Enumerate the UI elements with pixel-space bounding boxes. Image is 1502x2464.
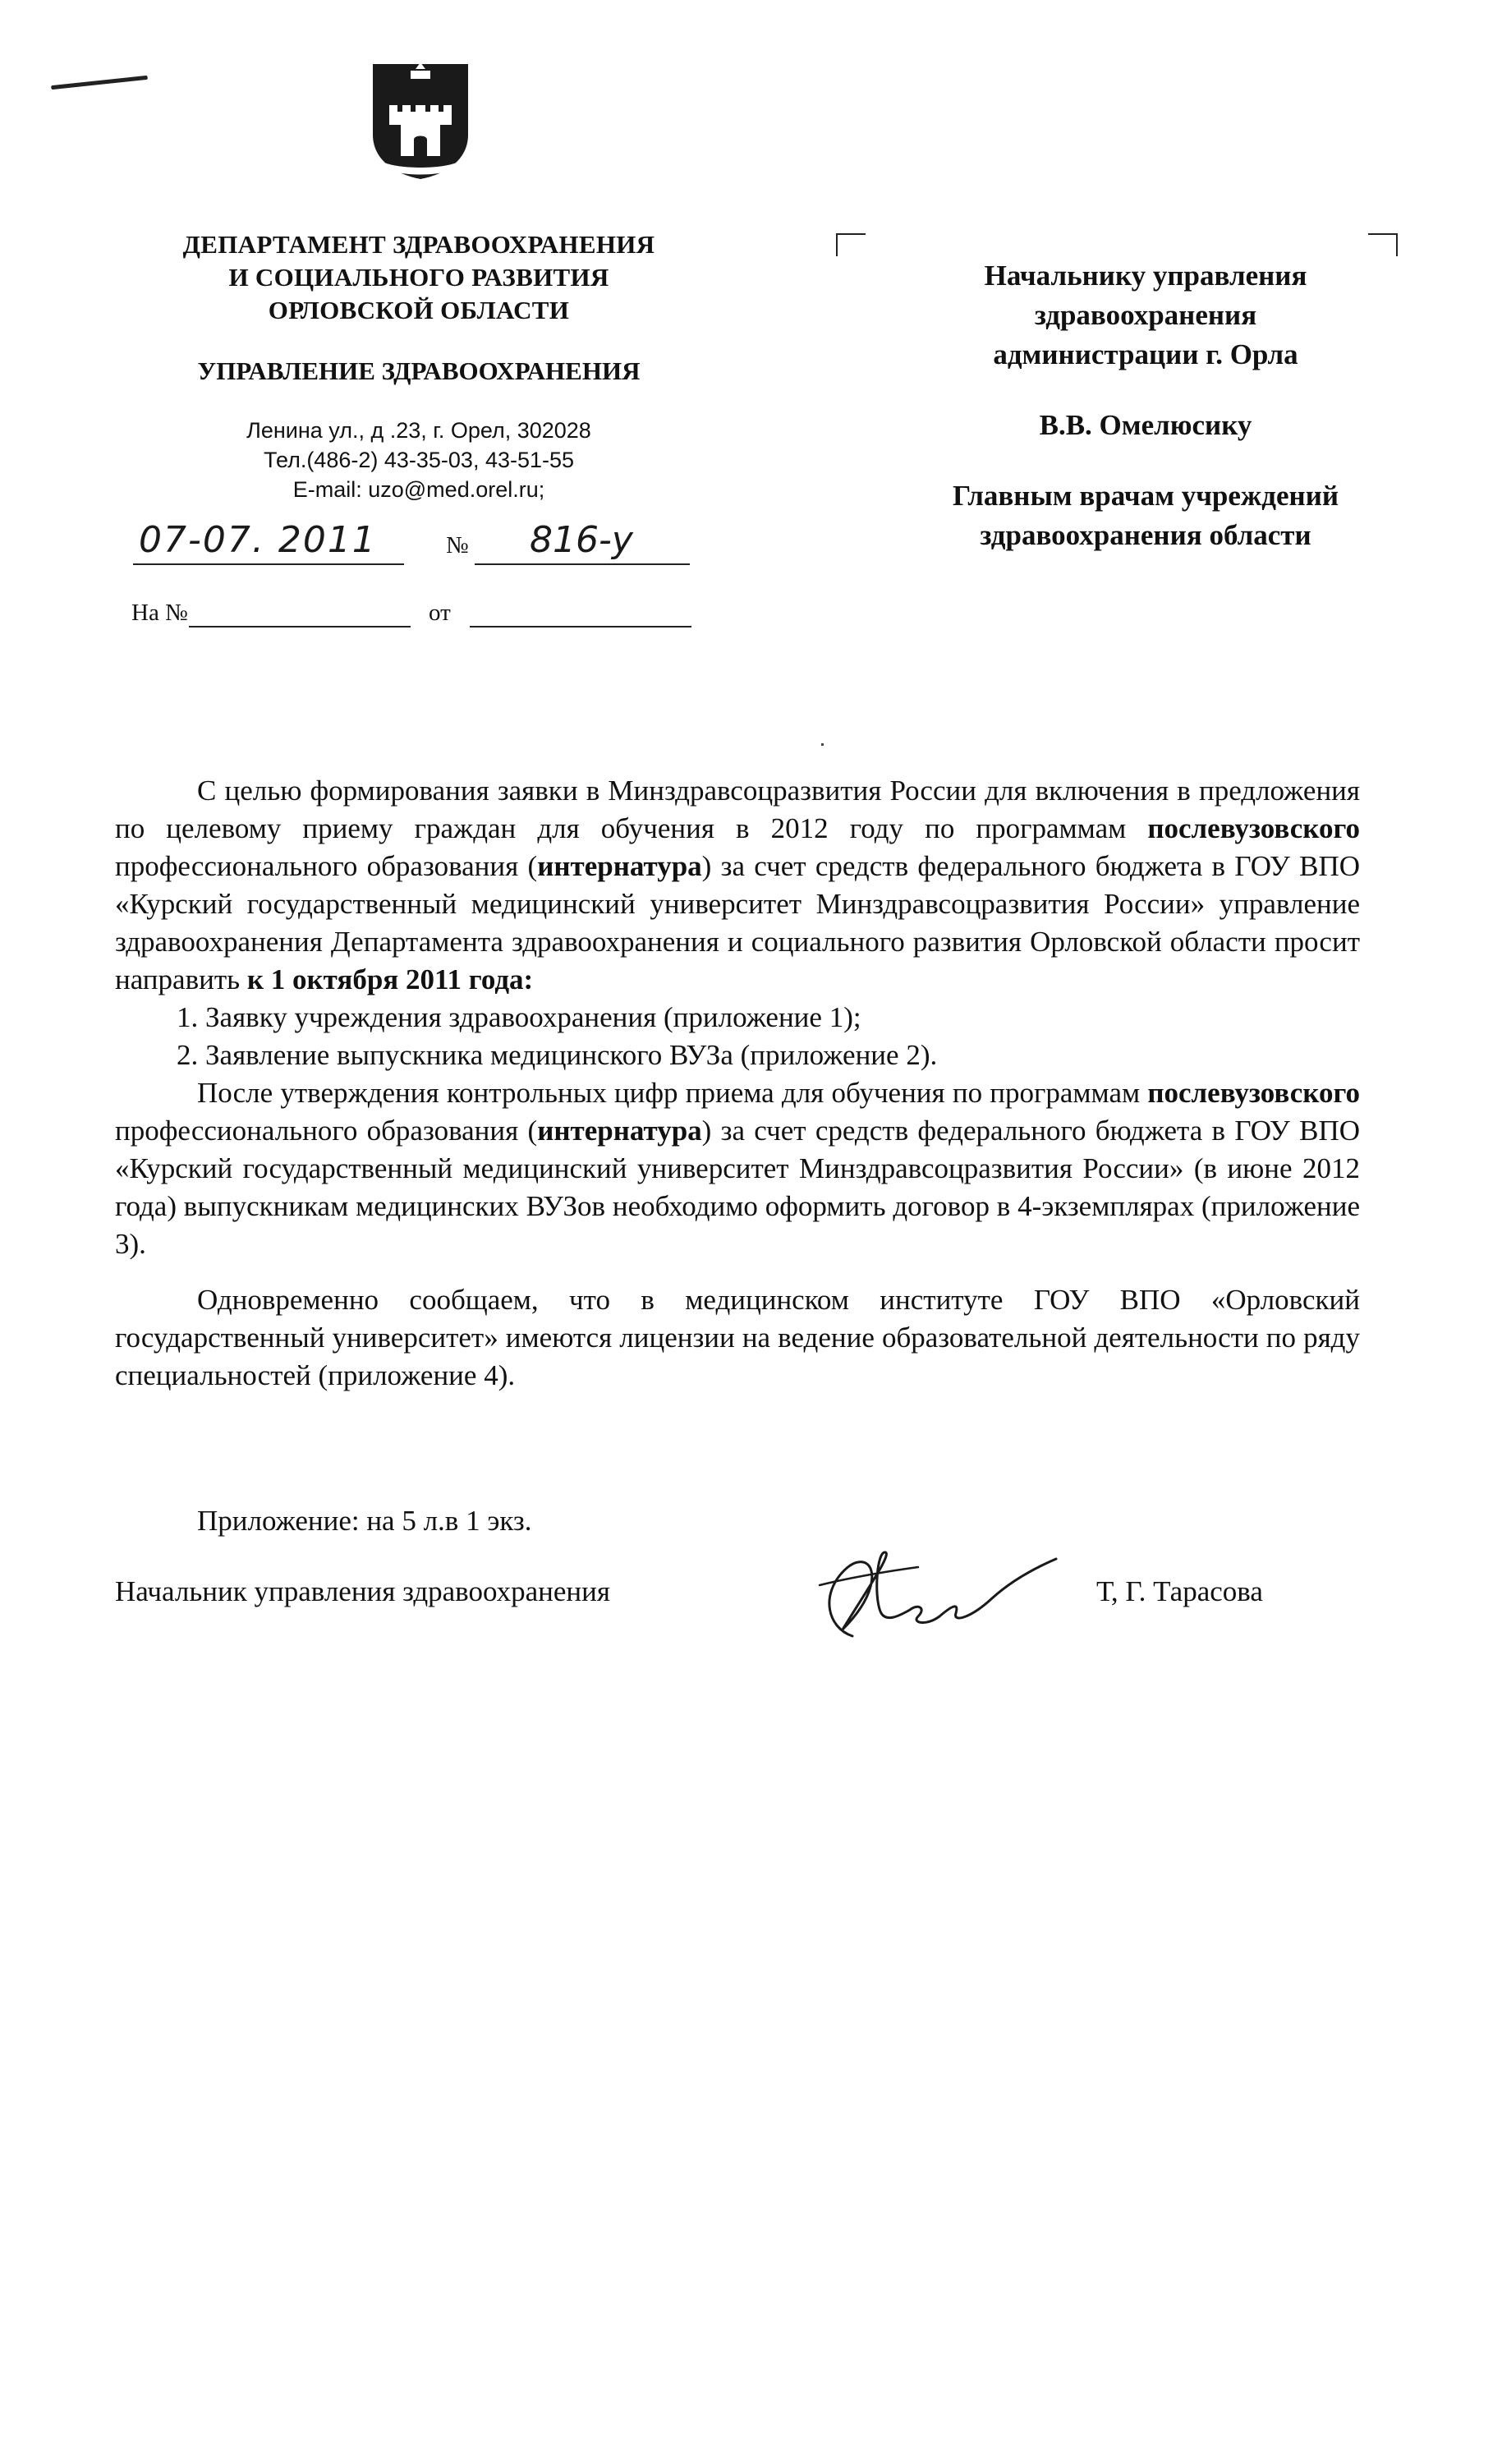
bold-term: послевузовского bbox=[1147, 1077, 1360, 1109]
letter-body bbox=[115, 772, 1360, 1395]
paragraph-request bbox=[115, 772, 1360, 999]
signatory-position: Начальник управления здравоохранения bbox=[115, 1575, 610, 1607]
number-sign: № bbox=[446, 532, 469, 559]
text-run: профессионального образования ( bbox=[115, 850, 538, 882]
recipient-line: Главным врачам учреждений bbox=[952, 480, 1339, 512]
bold-term: послевузовского bbox=[1147, 812, 1360, 844]
department-name bbox=[123, 228, 714, 327]
addressee-corner-right bbox=[1368, 233, 1398, 256]
deadline: к 1 октября 2011 года: bbox=[246, 963, 534, 995]
phone: Тел.(486-2) 43-35-03, 43-51-55 bbox=[263, 448, 575, 472]
ref-number-label: На № bbox=[131, 600, 188, 626]
text-run: профессионального образования ( bbox=[115, 1115, 538, 1147]
bold-term: интернатура bbox=[537, 850, 702, 882]
paragraph-contract bbox=[115, 1074, 1360, 1263]
recipient-1 bbox=[862, 256, 1429, 375]
reference-line bbox=[131, 600, 706, 632]
list-item: 1. Заявку учреждения здравоохранения (приложение 1); bbox=[177, 1001, 861, 1033]
subdivision-name: УПРАВЛЕНИЕ ЗДРАВООХРАНЕНИЯ bbox=[197, 356, 641, 385]
recipient-line: Начальнику управления bbox=[984, 260, 1307, 292]
recipient-line: здравоохранения области bbox=[980, 519, 1311, 551]
department-line: ОРЛОВСКОЙ ОБЛАСТИ bbox=[268, 296, 570, 324]
ref-date-blank bbox=[470, 626, 691, 627]
handwritten-signature bbox=[795, 1538, 1058, 1661]
recipient-line: администрации г. Орла bbox=[993, 338, 1298, 370]
outgoing-date: 07-07. 2011 bbox=[139, 519, 377, 561]
scan-speck bbox=[821, 743, 824, 746]
paragraph-licenses: Одновременно сообщаем, что в медицинском институте ГОУ ВПО «Орловский государственный университет» имеются лицензии на ведение образовательной деятельности по ряду специальностей (приложение 4). bbox=[115, 1284, 1360, 1391]
text-run: После утверждения контрольных цифр приема для обучения по программам bbox=[197, 1077, 1148, 1109]
coat-of-arms-icon bbox=[368, 59, 473, 181]
recipient-2 bbox=[862, 476, 1429, 555]
outgoing-registration bbox=[136, 519, 702, 568]
address: Ленина ул., д .23, г. Орел, 302028 bbox=[246, 418, 591, 443]
bold-term: интернатура bbox=[537, 1115, 702, 1147]
text-run: ) за счет средств федерального бюджета в ГОУ ВПО «Курский государственный медицинский университет Минздравсоцразвития России» (в июне 2012 года) выпускникам медицинских ВУЗов необходимо оформить договор в 4-экземплярах (приложение 3). bbox=[115, 1115, 1360, 1260]
ref-from-label: от bbox=[429, 600, 451, 626]
text-run: С целью формирования заявки в Минздравсоцразвития России для включения в предложения по целевому приему граждан для обучения в 2012 году по программам bbox=[115, 775, 1360, 844]
number-underline bbox=[475, 563, 690, 565]
addressee-block bbox=[862, 256, 1429, 586]
recipient-line: здравоохранения bbox=[1034, 299, 1257, 331]
contact-info bbox=[123, 416, 714, 504]
department-line: И СОЦИАЛЬНОГО РАЗВИТИЯ bbox=[228, 263, 609, 292]
addressee-corner-left bbox=[836, 233, 866, 256]
stray-pen-mark bbox=[51, 76, 148, 90]
department-line: ДЕПАРТАМЕНТ ЗДРАВООХРАНЕНИЯ bbox=[182, 230, 655, 259]
email: E-mail: uzo@med.orel.ru; bbox=[292, 477, 545, 502]
attachment-note: Приложение: на 5 л.в 1 экз. bbox=[197, 1505, 532, 1537]
list-item: 2. Заявление выпускника медицинского ВУЗа (приложение 2). bbox=[177, 1039, 938, 1071]
text-run: ) за счет средств федерального бюджета в ГОУ ВПО «Курский государственный медицинский университет Минздравсоцразвития России» управление здравоохранения Департамента здравоохранения и социального развития Орловской области просит направить bbox=[115, 850, 1360, 995]
signatory-name: Т, Г. Тарасова bbox=[1096, 1575, 1263, 1607]
outgoing-number: 816-у bbox=[530, 519, 633, 561]
ref-number-blank bbox=[189, 626, 411, 627]
sender-block bbox=[123, 228, 714, 504]
recipient-1-name: В.В. Омелюсику bbox=[1039, 409, 1252, 441]
date-underline bbox=[133, 563, 404, 565]
